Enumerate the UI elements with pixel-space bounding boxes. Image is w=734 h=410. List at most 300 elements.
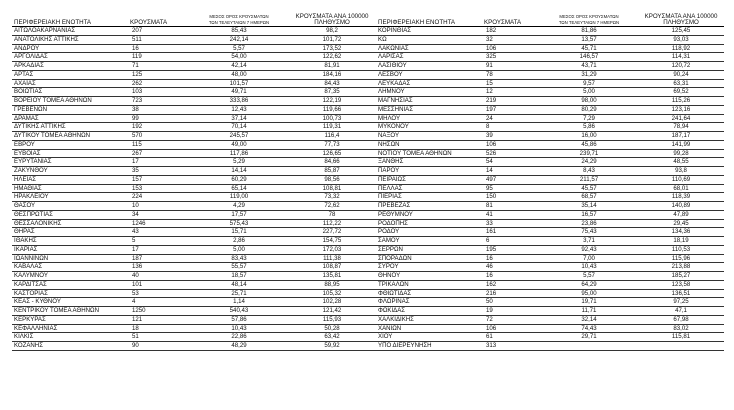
region-name-cell: ΘΑΣΟΥ (12, 202, 130, 211)
table-row (12, 149, 376, 158)
cases-cell: 197 (484, 105, 540, 114)
cases-cell: 15 (484, 79, 540, 88)
table-row (12, 140, 376, 149)
region-name-cell: ΛΗΜΝΟΥ (376, 88, 484, 97)
header-row (376, 14, 724, 27)
region-name-cell: ΚΑΒΑΛΑΣ (12, 263, 130, 272)
avg7-cell: 5,29 (190, 158, 288, 167)
table-row (12, 184, 376, 193)
table-row (12, 263, 376, 272)
cases-cell: 5 (130, 237, 190, 246)
avg7-cell: 11,71 (540, 307, 638, 316)
region-name-cell: ΜΑΓΝΗΣΙΑΣ (376, 97, 484, 106)
table-row (12, 44, 376, 53)
table-row (376, 193, 724, 202)
cases-cell: 51 (130, 333, 190, 342)
avg7-cell: 92,43 (540, 245, 638, 254)
table-row (376, 27, 724, 36)
region-name-cell: ΘΕΣΠΡΩΤΙΑΣ (12, 210, 130, 219)
per100k-cell: 18,19 (638, 237, 724, 246)
cases-cell: 16 (484, 272, 540, 281)
avg7-cell: 10,43 (190, 324, 288, 333)
avg7-cell: 60,29 (190, 175, 288, 184)
avg7-cell: 45,57 (540, 184, 638, 193)
avg7-cell: 333,86 (190, 97, 288, 106)
table-row (12, 123, 376, 132)
per100k-cell: 173,52 (288, 44, 376, 53)
avg7-cell: 45,86 (540, 140, 638, 149)
per100k-cell: 115,96 (638, 254, 724, 263)
cases-cell: 50 (484, 298, 540, 307)
region-name-cell: ΙΘΑΚΗΣ (12, 237, 130, 246)
region-name-cell: ΛΑΡΙΣΑΣ (376, 53, 484, 62)
region-name-cell: ΓΡΕΒΕΝΩΝ (12, 105, 130, 114)
region-name-cell: ΠΕΛΛΑΣ (376, 184, 484, 193)
header-cases: ΚΡΟΥΣΜΑΤΑ (130, 14, 190, 27)
per100k-cell: 68,01 (638, 184, 724, 193)
cases-cell: 136 (130, 263, 190, 272)
table-row (12, 254, 376, 263)
table-row (376, 132, 724, 141)
cases-cell: 150 (484, 193, 540, 202)
avg7-cell: 5,00 (190, 245, 288, 254)
cases-cell: 325 (484, 53, 540, 62)
header-per100k-line1: ΚΡΟΥΣΜΑΤΑ ΑΝΑ 100000 (295, 13, 369, 20)
per100k-cell: 119,66 (288, 105, 376, 114)
per100k-cell: 115,93 (288, 315, 376, 324)
avg7-cell: 7,00 (540, 254, 638, 263)
cases-cell: 162 (484, 280, 540, 289)
per100k-cell: 29,45 (638, 219, 724, 228)
table-row (376, 245, 724, 254)
per100k-cell: 72,62 (288, 202, 376, 211)
avg7-cell: 68,57 (540, 193, 638, 202)
region-name-cell: ΥΠΟ ΔΙΕΡΕΥΝΗΣΗ (376, 342, 484, 351)
region-name-cell: ΚΕΦΑΛΛΗΝΙΑΣ (12, 324, 130, 333)
avg7-cell: 57,86 (190, 315, 288, 324)
avg7-cell: 101,57 (190, 79, 288, 88)
cases-cell: 157 (130, 175, 190, 184)
region-name-cell: ΣΑΜΟΥ (376, 237, 484, 246)
region-name-cell: ΜΗΛΟΥ (376, 114, 484, 123)
cases-cell: 24 (484, 114, 540, 123)
avg7-cell: 48,14 (190, 280, 288, 289)
avg7-cell: 55,57 (190, 263, 288, 272)
table-row (12, 105, 376, 114)
per100k-cell: 78,94 (638, 123, 724, 132)
per100k-cell: 78 (288, 210, 376, 219)
table-row (376, 237, 724, 246)
per100k-cell: 241,64 (638, 114, 724, 123)
cases-cell: 90 (130, 342, 190, 351)
avg7-cell: 5,57 (540, 272, 638, 281)
per100k-cell: 187,17 (638, 132, 724, 141)
per100k-cell: 63,31 (638, 79, 724, 88)
per100k-cell: 185,27 (638, 272, 724, 281)
cases-cell: 161 (484, 228, 540, 237)
table-row (376, 70, 724, 79)
header-avg7 (190, 14, 288, 27)
header-avg7-line2: ΤΩΝ ΤΕΛΕΥΤΑΙΩΝ 7 ΗΜΕΡΩΝ (558, 20, 620, 25)
cases-cell: 39 (484, 132, 540, 141)
region-name-cell: ΠΑΡΟΥ (376, 167, 484, 176)
avg7-cell: 25,71 (190, 289, 288, 298)
table-row (376, 219, 724, 228)
avg7-cell: 575,43 (190, 219, 288, 228)
per100k-cell: 123,16 (638, 105, 724, 114)
per100k-cell: 90,24 (638, 70, 724, 79)
per100k-cell: 100,73 (288, 114, 376, 123)
cases-cell: 53 (130, 289, 190, 298)
avg7-cell: 45,71 (540, 44, 638, 53)
cases-cell: 192 (130, 123, 190, 132)
cases-cell: 72 (484, 315, 540, 324)
cases-cell: 81 (484, 202, 540, 211)
per100k-cell: 99,28 (638, 149, 724, 158)
avg7-cell: 70,14 (190, 123, 288, 132)
region-name-cell: ΞΑΝΘΗΣ (376, 158, 484, 167)
per100k-cell: 111,38 (288, 254, 376, 263)
per100k-cell: 172,03 (288, 245, 376, 254)
cases-cell: 106 (484, 140, 540, 149)
table-row (376, 307, 724, 316)
per100k-cell: 108,81 (288, 184, 376, 193)
per100k-cell: 108,87 (288, 263, 376, 272)
region-name-cell: ΚΑΣΤΟΡΙΑΣ (12, 289, 130, 298)
right-table-body (376, 27, 724, 351)
region-name-cell: ΦΩΚΙΔΑΣ (376, 307, 484, 316)
header-row (12, 14, 376, 27)
table-row (12, 280, 376, 289)
avg7-cell: 29,71 (540, 333, 638, 342)
region-name-cell: ΚΩ (376, 35, 484, 44)
table-row (12, 333, 376, 342)
per100k-cell: 135,81 (288, 272, 376, 281)
per100k-cell: 73,32 (288, 193, 376, 202)
per100k-cell: 118,92 (638, 44, 724, 53)
table-row (376, 105, 724, 114)
table-row (12, 193, 376, 202)
cases-cell: 40 (130, 272, 190, 281)
region-name-cell: ΜΕΣΣΗΝΙΑΣ (376, 105, 484, 114)
region-name-cell: ΡΟΔΟΠΗΣ (376, 219, 484, 228)
avg7-cell: 18,57 (190, 272, 288, 281)
avg7-cell: 75,43 (540, 228, 638, 237)
covid-cases-table-container (12, 14, 724, 351)
avg7-cell: 3,71 (540, 237, 638, 246)
avg7-cell: 5,00 (540, 88, 638, 97)
table-row (376, 44, 724, 53)
per100k-cell: 227,72 (288, 228, 376, 237)
avg7-cell: 35,14 (540, 202, 638, 211)
cases-cell: 526 (484, 149, 540, 158)
per100k-cell: 105,32 (288, 289, 376, 298)
avg7-cell: 17,57 (190, 210, 288, 219)
table-row (12, 202, 376, 211)
per100k-cell: 93,03 (638, 35, 724, 44)
cases-cell: 43 (130, 228, 190, 237)
per100k-cell: 110,53 (638, 245, 724, 254)
avg7-cell: 5,57 (190, 44, 288, 53)
cases-cell: 16 (130, 44, 190, 53)
region-name-cell: ΙΩΑΝΝΙΝΩΝ (12, 254, 130, 263)
per100k-cell: 93,8 (638, 167, 724, 176)
cases-cell: 34 (130, 210, 190, 219)
table-row (376, 123, 724, 132)
avg7-cell: 16,57 (540, 210, 638, 219)
per100k-cell: 47,89 (638, 210, 724, 219)
region-name-cell: ΣΕΡΡΩΝ (376, 245, 484, 254)
avg7-cell: 117,86 (190, 149, 288, 158)
per100k-cell: 134,36 (638, 228, 724, 237)
region-name-cell: ΘΗΝΟΥ (376, 272, 484, 281)
cases-cell: 267 (130, 149, 190, 158)
per100k-cell: 112,22 (288, 219, 376, 228)
table-row (376, 272, 724, 281)
avg7-cell: 10,43 (540, 263, 638, 272)
cases-cell: 99 (130, 114, 190, 123)
region-name-cell: ΡΕΘΥΜΝΟΥ (376, 210, 484, 219)
avg7-cell: 32,14 (540, 315, 638, 324)
avg7-cell: 49,00 (190, 140, 288, 149)
cases-cell: 224 (130, 193, 190, 202)
header-per100k (638, 14, 724, 27)
region-name-cell: ΑΝΑΤΟΛΙΚΗΣ ΑΤΤΙΚΗΣ (12, 35, 130, 44)
cases-cell: 78 (484, 70, 540, 79)
region-name-cell: ΚΕΡΚΥΡΑΣ (12, 315, 130, 324)
avg7-cell: 48,00 (190, 70, 288, 79)
cases-cell: 8 (484, 123, 540, 132)
avg7-cell: 98,00 (540, 97, 638, 106)
per100k-cell: 81,91 (288, 62, 376, 71)
avg7-cell: 211,57 (540, 175, 638, 184)
avg7-cell: 14,14 (190, 167, 288, 176)
table-row (376, 280, 724, 289)
table-row (12, 114, 376, 123)
table-row (376, 333, 724, 342)
cases-cell: 4 (130, 298, 190, 307)
table-row (12, 132, 376, 141)
cases-cell: 17 (130, 245, 190, 254)
per100k-cell: 136,51 (638, 289, 724, 298)
avg7-cell: 2,86 (190, 237, 288, 246)
avg7-cell: 245,57 (190, 132, 288, 141)
table-row (376, 315, 724, 324)
per100k-cell (638, 342, 724, 351)
table-row (376, 62, 724, 71)
per100k-cell: 47,1 (638, 307, 724, 316)
table-row (12, 88, 376, 97)
avg7-cell: 1,14 (190, 298, 288, 307)
avg7-cell: 49,71 (190, 88, 288, 97)
cases-cell: 187 (130, 254, 190, 263)
header-avg7 (540, 14, 638, 27)
per100k-cell: 85,87 (288, 167, 376, 176)
table-row (376, 167, 724, 176)
cases-cell: 262 (130, 79, 190, 88)
per100k-cell: 118,39 (638, 193, 724, 202)
table-row (376, 79, 724, 88)
table-row (12, 228, 376, 237)
cases-cell: 106 (484, 324, 540, 333)
cases-cell: 1246 (130, 219, 190, 228)
table-row (12, 245, 376, 254)
cases-cell: 17 (130, 158, 190, 167)
header-per100k-line2: ΠΛΗΘΥΣΜΟ (314, 19, 350, 26)
per100k-cell: 119,31 (288, 123, 376, 132)
cases-cell: 91 (484, 62, 540, 71)
region-name-cell: ΕΥΡΥΤΑΝΙΑΣ (12, 158, 130, 167)
region-name-cell: ΧΑΛΚΙΔΙΚΗΣ (376, 315, 484, 324)
per100k-cell: 50,28 (288, 324, 376, 333)
per100k-cell: 121,42 (288, 307, 376, 316)
table-row (376, 263, 724, 272)
avg7-cell: 37,14 (190, 114, 288, 123)
per100k-cell: 123,58 (638, 280, 724, 289)
region-name-cell: ΔΥΤΙΚΟΥ ΤΟΜΕΑ ΑΘΗΝΩΝ (12, 132, 130, 141)
region-name-cell: ΒΟΡΕΙΟΥ ΤΟΜΕΑ ΑΘΗΝΩΝ (12, 97, 130, 106)
per100k-cell: 88,95 (288, 280, 376, 289)
region-name-cell: ΧΙΟΥ (376, 333, 484, 342)
region-name-cell: ΚΕΑΣ - ΚΥΘΝΟΥ (12, 298, 130, 307)
per100k-cell: 140,89 (638, 202, 724, 211)
table-row (12, 298, 376, 307)
avg7-cell: 4,29 (190, 202, 288, 211)
region-name-cell: ΕΒΡΟΥ (12, 140, 130, 149)
table-row (12, 237, 376, 246)
per100k-cell: 48,55 (638, 158, 724, 167)
region-name-cell: ΠΕΙΡΑΙΩΣ (376, 175, 484, 184)
table-row (12, 167, 376, 176)
per100k-cell: 84,66 (288, 158, 376, 167)
avg7-cell: 48,29 (190, 342, 288, 351)
avg7-cell: 540,43 (190, 307, 288, 316)
per100k-cell: 67,98 (638, 315, 724, 324)
header-per100k-line2: ΠΛΗΘΥΣΜΟ (663, 19, 699, 26)
region-name-cell: ΗΜΑΘΙΑΣ (12, 184, 130, 193)
per100k-cell: 154,75 (288, 237, 376, 246)
avg7-cell: 7,29 (540, 114, 638, 123)
table-row (12, 97, 376, 106)
cases-cell: 219 (484, 97, 540, 106)
per100k-cell: 101,72 (288, 35, 376, 44)
region-name-cell: ΙΚΑΡΙΑΣ (12, 245, 130, 254)
region-name-cell: ΠΙΕΡΙΑΣ (376, 193, 484, 202)
table-row (376, 228, 724, 237)
region-name-cell: ΖΑΚΥΝΘΟΥ (12, 167, 130, 176)
region-name-cell: ΤΡΙΚΑΛΩΝ (376, 280, 484, 289)
header-per100k-line1: ΚΡΟΥΣΜΑΤΑ ΑΝΑ 100000 (644, 13, 718, 20)
region-name-cell: ΗΛΕΙΑΣ (12, 175, 130, 184)
table-row (12, 315, 376, 324)
avg7-cell: 85,43 (190, 27, 288, 36)
per100k-cell: 114,31 (638, 53, 724, 62)
avg7-cell: 8,43 (540, 167, 638, 176)
table-row (376, 97, 724, 106)
cases-cell: 313 (484, 342, 540, 351)
cases-cell: 71 (130, 62, 190, 71)
table-row (12, 342, 376, 351)
table-row (376, 175, 724, 184)
cases-cell: 10 (130, 202, 190, 211)
per100k-cell: 69,52 (638, 88, 724, 97)
table-row (376, 254, 724, 263)
table-row (376, 158, 724, 167)
regions-table-right (376, 14, 724, 351)
avg7-cell: 81,86 (540, 27, 638, 36)
cases-cell: 61 (484, 333, 540, 342)
region-name-cell: ΘΕΣΣΑΛΟΝΙΚΗΣ (12, 219, 130, 228)
cases-cell: 54 (484, 158, 540, 167)
cases-cell: 19 (484, 307, 540, 316)
table-row (376, 202, 724, 211)
avg7-cell: 83,43 (190, 254, 288, 263)
region-name-cell: ΑΡΓΟΛΙΔΑΣ (12, 53, 130, 62)
cases-cell: 511 (130, 35, 190, 44)
avg7-cell: 22,86 (190, 333, 288, 342)
per100k-cell: 125,45 (638, 27, 724, 36)
table-row (12, 79, 376, 88)
region-name-cell: ΒΟΙΩΤΙΑΣ (12, 88, 130, 97)
avg7-cell: 43,71 (540, 62, 638, 71)
cases-cell: 1250 (130, 307, 190, 316)
region-name-cell: ΛΑΣΙΘΙΟΥ (376, 62, 484, 71)
table-row (376, 114, 724, 123)
avg7-cell: 242,14 (190, 35, 288, 44)
table-row (376, 210, 724, 219)
cases-cell: 119 (130, 53, 190, 62)
header-region: ΠΕΡΙΦΕΡΕΙΑΚΗ ΕΝΟΤΗΤΑ (12, 14, 130, 27)
left-table-body (12, 27, 376, 351)
per100k-cell: 115,26 (638, 97, 724, 106)
avg7-cell: 95,00 (540, 289, 638, 298)
table-row (376, 140, 724, 149)
header-per100k (288, 14, 376, 27)
cases-cell: 46 (484, 263, 540, 272)
cases-cell: 41 (484, 210, 540, 219)
avg7-cell: 146,57 (540, 53, 638, 62)
region-name-cell: ΚΙΛΚΙΣ (12, 333, 130, 342)
per100k-cell: 115,81 (638, 333, 724, 342)
cases-cell: 121 (130, 315, 190, 324)
region-name-cell: ΣΠΟΡΑΔΩΝ (376, 254, 484, 263)
cases-cell: 33 (484, 219, 540, 228)
table-row (12, 35, 376, 44)
cases-cell: 207 (130, 27, 190, 36)
avg7-cell: 42,14 (190, 62, 288, 71)
cases-cell: 125 (130, 70, 190, 79)
avg7-cell: 239,71 (540, 149, 638, 158)
region-name-cell: ΛΕΣΒΟΥ (376, 70, 484, 79)
region-name-cell: ΚΟΡΙΝΘΙΑΣ (376, 27, 484, 36)
header-avg7-line1: ΜΕΣΟΣ ΟΡΟΣ ΚΡΟΥΣΜΑΤΩΝ (209, 14, 269, 19)
avg7-cell: 24,29 (540, 158, 638, 167)
table-row (12, 175, 376, 184)
per100k-cell: 122,19 (288, 97, 376, 106)
avg7-cell: 9,57 (540, 79, 638, 88)
avg7-cell: 12,43 (190, 105, 288, 114)
avg7-cell: 23,86 (540, 219, 638, 228)
per100k-cell: 126,65 (288, 149, 376, 158)
avg7-cell: 13,57 (540, 35, 638, 44)
table-row (376, 298, 724, 307)
table-row (376, 149, 724, 158)
table-row (12, 53, 376, 62)
table-row (376, 289, 724, 298)
cases-cell: 95 (484, 184, 540, 193)
table-row (12, 219, 376, 228)
per100k-cell: 110,69 (638, 175, 724, 184)
